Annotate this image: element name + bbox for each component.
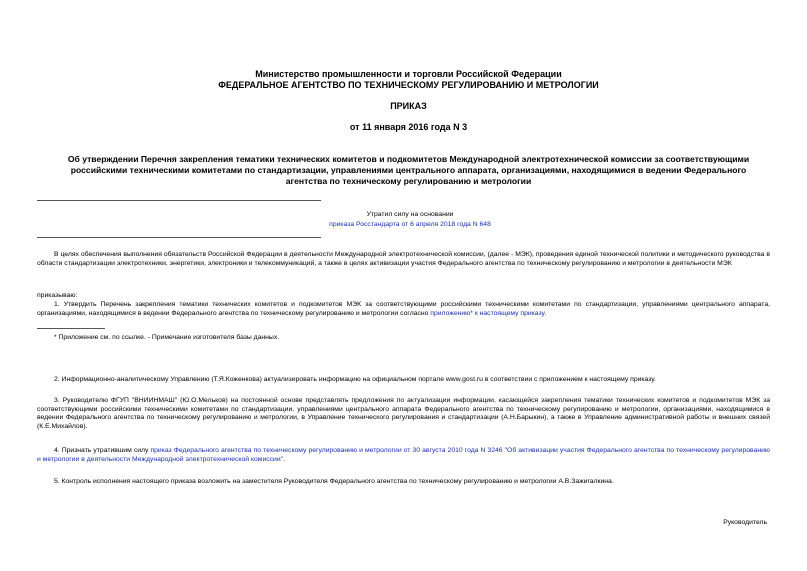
item-1-paragraph: [37, 301, 770, 318]
status-text: Утратил силу на основании: [366, 211, 454, 218]
ministry-name: Министерство промышленности и торговли Российской Федерации: [255, 69, 562, 79]
footnote-divider: [37, 328, 105, 329]
item-3-paragraph: 3. Руководителю ФГУП "ВНИИНМАШ" (Ю.О.Мельков) на постоянной основе представлять предложения по актуализации информации, касающейся закрепления тематики технических комитетов и подкомитетов МЭК за соответствующими российскими техническими комитетами по стандартизации, управлениями центрального аппарата Федерального агентства по техническому регулированию и метрологии, организациями, находящимися в ведении Федерального агентства по техническому регулированию и метрологии, в Управление технического регулирования и стандартизации (А.Н.Барыкин), а также в Управление административной работы и внешних связей (К.Е.Михайлов).: [37, 397, 770, 431]
item-4-end: .: [283, 455, 285, 463]
footnote: * Приложение см. по ссылке. - Примечание изготовителя базы данных.: [54, 334, 280, 341]
item-4-text: 4. Признать утратившим силу: [54, 447, 151, 454]
item-2-paragraph: 2. Информационно-аналитическому Управлению (Т.Я.Коженкова) актуализировать информацию на официальном портале www.gost.ru в соответствии с приложением к настоящему приказу.: [54, 376, 656, 383]
revoked-order-link[interactable]: приказ Федерального агентства по техническому регулированию и метрологии от 30 августа 2010 года N 3246 "Об активизации участия Федерального агентства по техническому регулированию и метрологии в деятельности Международной электротехнической комиссии": [37, 447, 770, 463]
appendix-link[interactable]: приложению* к настоящему приказу: [430, 309, 545, 317]
document-type: ПРИКАЗ: [390, 101, 427, 111]
status-link[interactable]: приказа Росстандарта от 6 апреля 2018 года N 648: [329, 221, 491, 228]
item-1-end: .: [544, 309, 547, 317]
preamble-paragraph: В целях обеспечения выполнения обязательств Российской Федерации в деятельности Международной электротехнической комиссии, (далее - МЭК), проведения единой технической политики и методического руководства в области стандартизации электротехники, энергетики, электроники и телекоммуникаций, а также в целях активизации участия Федерального агентства по техническому регулированию и метрологии в деятельности МЭК: [37, 251, 770, 267]
agency-name: ФЕДЕРАЛЬНОЕ АГЕНТСТВО ПО ТЕХНИЧЕСКОМУ РЕГУЛИРОВАНИЮ И МЕТРОЛОГИИ: [218, 80, 599, 90]
divider-bottom: [37, 237, 321, 238]
item-4-paragraph: [37, 447, 770, 464]
item-5-paragraph: 5. Контроль исполнения настоящего приказа возложить на заместителя Руководителя Федерального агентства по техническому регулированию и метрологии А.В.Зажигалкина.: [54, 478, 614, 485]
order-word: приказываю:: [37, 292, 78, 299]
document-title-line-2: российскими техническими комитетами по стандартизации, управлениями центрального аппарата, организациями, находящимися в ведении Федерального: [70, 165, 747, 175]
signature-title: Руководитель: [723, 519, 767, 526]
item-1-text: 1. Утвердить Перечень закрепления тематики технических комитетов и подкомитетов МЭК за соответствующими российскими техническими комитетами по стандартизации, управлениями центрального аппарата, организациями, находящимися в ведении Федерального агентства по техническому регулированию и метрологии согласно: [37, 301, 770, 317]
document-date-number: от 11 января 2016 года N 3: [349, 122, 468, 132]
document-title-line-1: Об утверждении Перечня закрепления тематики технических комитетов и подкомитетов Международной электротехнической комиссии за соответствующими: [67, 154, 750, 164]
divider-top: [37, 200, 321, 201]
document-title-line-3: агентства по техническому регулированию и метрологии: [285, 176, 532, 186]
